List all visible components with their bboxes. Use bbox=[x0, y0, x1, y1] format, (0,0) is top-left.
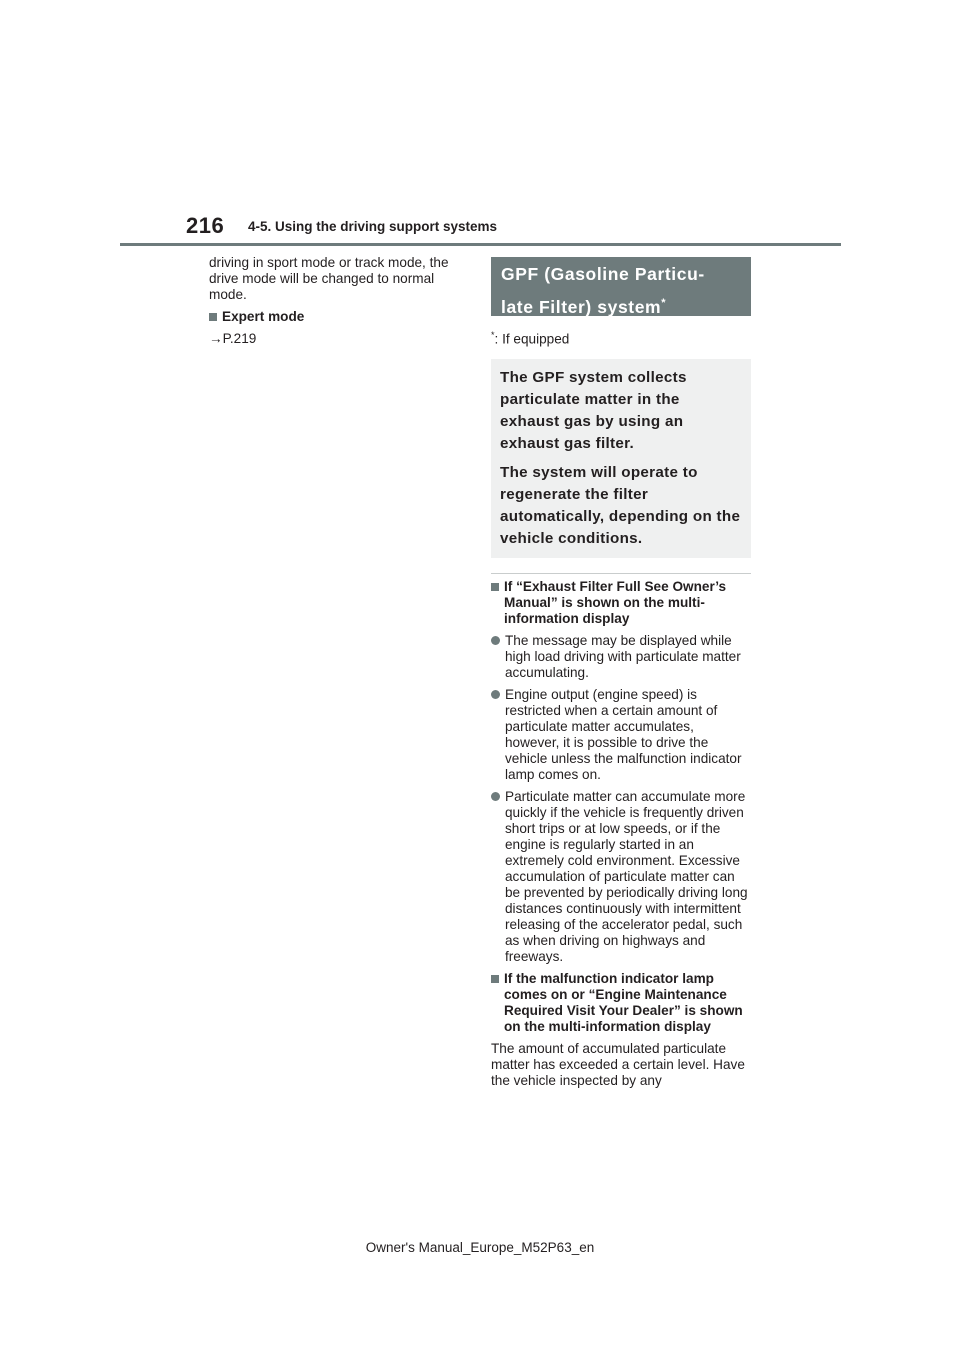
exhaust-filter-heading bbox=[491, 579, 751, 627]
summary-paragraph: The GPF system collects particulate matter in the exhaust gas by using an exhaust gas filter. bbox=[500, 368, 687, 452]
gpf-summary-box bbox=[491, 359, 751, 558]
list-item-text: Particulate matter can accumulate more quickly if the vehicle is frequently driven short trips or at low speeds, or if the engine is regularly started in an extremely cold environment. Excessive accumulation of particulate matter can be prevented by periodically driving long distances continuously with intermittent releasing of the accelerator pedal, such as when driving on highways and freeways. bbox=[505, 788, 748, 964]
right-column bbox=[491, 257, 751, 1089]
expert-mode-page-ref[interactable]: →P.219 bbox=[209, 331, 257, 346]
malfunction-paragraph: The amount of accumulated particulate matter has exceeded a certain level. Have the vehicle inspected by any bbox=[491, 1040, 745, 1088]
gpf-title-line2: late Filter) system* bbox=[501, 296, 667, 317]
square-bullet-icon bbox=[491, 583, 499, 591]
list-item-text: Engine output (engine speed) is restricted when a certain amount of particulate matter accumulates, however, it is possible to drive the vehicle unless the malfunction indicator lamp comes on. bbox=[505, 686, 742, 782]
malfunction-heading-text: If the malfunction indicator lamp comes on or “Engine Maintenance Required Visit Your Dealer” is shown on the multi-information display bbox=[504, 970, 743, 1034]
footnote-marker: * bbox=[661, 297, 667, 309]
section-divider bbox=[491, 573, 751, 574]
footer-document-id: Owner's Manual_Europe_M52P63_en bbox=[365, 1240, 595, 1255]
expert-mode-heading-text: Expert mode bbox=[222, 309, 305, 324]
list-item bbox=[491, 687, 751, 783]
summary-paragraph: The system will operate to regenerate the filter automatically, depending on the vehicle conditions. bbox=[500, 463, 741, 547]
list-item bbox=[491, 633, 751, 681]
malfunction-heading bbox=[491, 971, 751, 1035]
round-bullet-icon bbox=[491, 792, 500, 801]
list-item bbox=[491, 789, 751, 965]
square-bullet-icon bbox=[209, 313, 217, 321]
footnote: *: If equipped bbox=[491, 330, 570, 347]
page-number: 216 bbox=[186, 213, 225, 238]
round-bullet-icon bbox=[491, 690, 500, 699]
list-item-text: The message may be displayed while high load driving with particulate matter accumulating. bbox=[505, 632, 741, 680]
continued-paragraph: driving in sport mode or track mode, the drive mode will be changed to normal mode. bbox=[209, 255, 449, 302]
section-title: 4-5. Using the driving support systems bbox=[248, 219, 498, 234]
gpf-section-header bbox=[491, 257, 751, 316]
gpf-title-line1: GPF (Gasoline Particu- bbox=[501, 264, 705, 284]
round-bullet-icon bbox=[491, 636, 500, 645]
left-column bbox=[209, 255, 471, 347]
square-bullet-icon bbox=[491, 975, 499, 983]
header-rule bbox=[120, 243, 841, 246]
exhaust-filter-heading-text: If “Exhaust Filter Full See Owner’s Manual” is shown on the multi-information display bbox=[504, 578, 727, 626]
expert-mode-heading bbox=[209, 309, 471, 325]
